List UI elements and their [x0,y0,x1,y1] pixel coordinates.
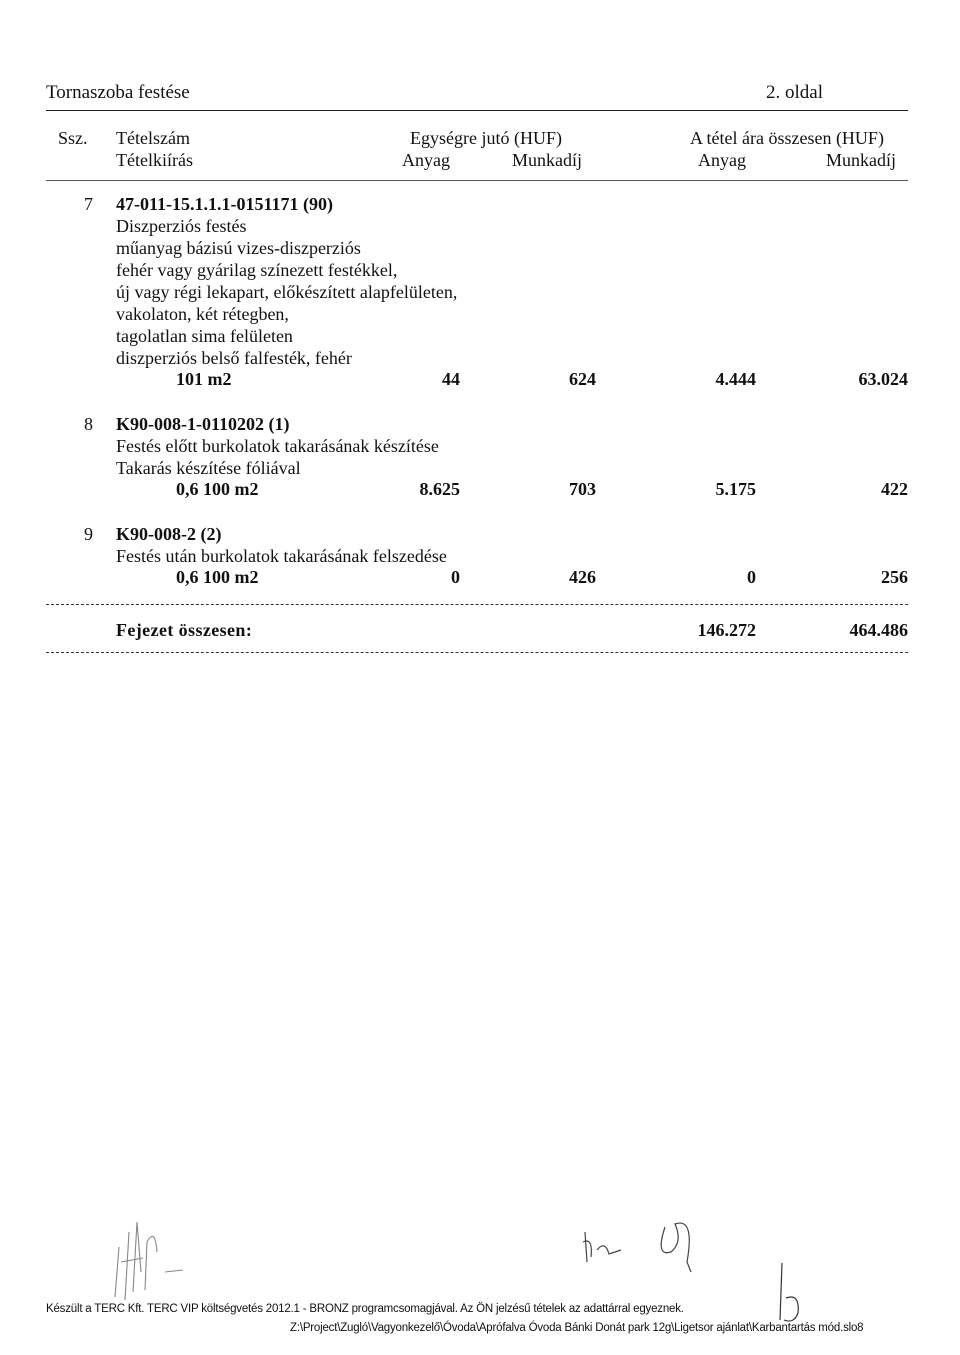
column-unit-price: Egységre jutó (HUF) [410,128,562,148]
summary-label: Fejezet összesen: [116,620,253,640]
item-unit-material: 44 [442,369,460,389]
column-munkadij-unit: Munkadíj [512,150,582,170]
summary-total-labor: 464.486 [849,620,908,640]
footer-generator-note: Készült a TERC Kft. TERC VIP költségvetés 2012.1 - BRONZ programcsomagjával. Az ÖN jelzésű tételek az adattárral egyeznek. [46,1303,684,1315]
item-description-line: tagolatlan sima felületen [116,326,293,346]
column-header-divider [46,180,908,181]
item-unit-labor: 703 [569,479,596,499]
item-ssz: 8 [84,414,93,434]
item-quantity: 101 m2 [176,369,232,389]
initial-mark [768,1258,813,1328]
item-ssz: 7 [84,194,93,214]
item-total-labor: 63.024 [858,369,908,389]
item-unit-labor: 624 [569,369,596,389]
summary-top-divider [46,604,908,605]
column-ssz: Ssz. [58,128,88,148]
column-total-price: A tétel ára összesen (HUF) [690,128,884,148]
item-description-line: fehér vagy gyárilag színezett festékkel, [116,260,398,280]
column-anyag-total: Anyag [698,150,746,170]
item-code: 47-011-15.1.1.1-0151171 (90) [116,194,333,214]
column-tetelkiiras: Tételkiírás [116,150,193,170]
item-unit-material: 8.625 [419,479,460,499]
item-code: K90-008-1-0110202 (1) [116,414,290,434]
column-tetelszam: Tételszám [116,128,190,148]
page-number: 2. oldal [766,82,823,103]
column-munkadij-total: Munkadíj [826,150,896,170]
item-description-line: diszperziós belső falfesték, fehér [116,348,352,368]
item-ssz: 9 [84,524,93,544]
item-description-line: Festés előtt burkolatok takarásának készítése [116,436,439,456]
item-total-material: 5.175 [715,479,756,499]
item-total-labor: 422 [881,479,908,499]
item-unit-labor: 426 [569,567,596,587]
document-title: Tornaszoba festése [46,82,190,103]
summary-bottom-divider [46,652,908,653]
item-quantity: 0,6 100 m2 [176,567,259,587]
item-description-line: Takarás készítése fóliával [116,458,301,478]
item-total-material: 4.444 [715,369,756,389]
item-description-line: Diszperziós festés [116,216,247,236]
item-code: K90-008-2 (2) [116,524,222,544]
item-quantity: 0,6 100 m2 [176,479,259,499]
item-description-line: Festés után burkolatok takarásának felszedése [116,546,447,566]
item-total-labor: 256 [881,567,908,587]
signature-mark-left [95,1212,205,1307]
signature-mark-right [575,1212,715,1282]
summary-total-material: 146.272 [697,620,756,640]
item-description-line: vakolaton, két rétegben, [116,304,289,324]
header-divider [46,110,908,111]
footer-file-path: Z:\Project\Zugló\Vagyonkezelő\Óvoda\Aprófalva Óvoda Bánki Donát park 12g\Ligetsor ajánlat\Karbantartás mód.slo8 [290,1322,864,1334]
item-description-line: új vagy régi lekapart, előkészített alapfelületen, [116,282,458,302]
item-unit-material: 0 [451,567,460,587]
column-anyag-unit: Anyag [402,150,450,170]
item-description-line: műanyag bázisú vizes-diszperziós [116,238,361,258]
item-total-material: 0 [747,567,756,587]
